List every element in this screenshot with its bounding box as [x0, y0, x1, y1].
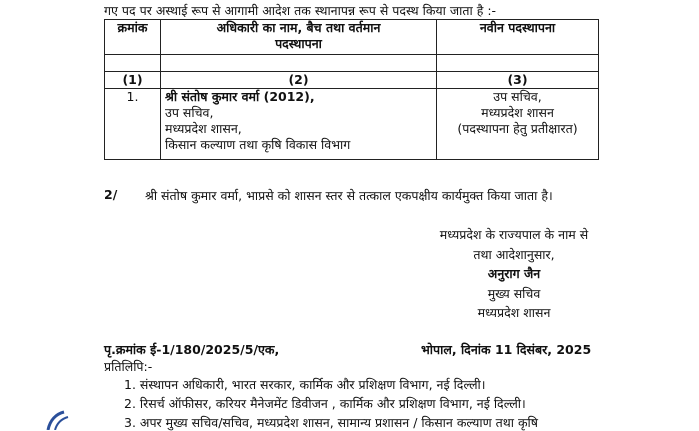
header-serial: क्रमांक	[105, 20, 161, 55]
intro-line: गए पद पर अस्थाई रूप से आगामी आदेश तक स्थानापन्न रूप से पदस्थ किया जाता है :-	[104, 3, 497, 18]
copy-to-label: प्रतिलिपि:-	[104, 359, 153, 374]
signatory-name: अनुराग जैन	[487, 266, 541, 281]
table-spacer-row	[105, 55, 599, 72]
signatory-office: मध्यप्रदेश शासन	[477, 305, 551, 320]
header-officer	[161, 20, 437, 55]
posting-table	[104, 19, 599, 160]
new-posting-line: मध्यप्रदेश शासन	[481, 105, 554, 120]
col-number-3: (3)	[437, 72, 599, 89]
header-officer-line2: पदस्थापना	[275, 36, 322, 51]
row-serial: 1.	[105, 89, 161, 160]
signature-block	[418, 225, 610, 323]
header-officer-line1: अधिकारी का नाम, बैच तथा वर्तमान	[216, 20, 381, 35]
table-number-row	[105, 72, 599, 89]
row-officer	[161, 89, 437, 160]
table-header-row	[105, 20, 599, 55]
signatory-designation: मुख्य सचिव	[487, 285, 541, 301]
col-number-1: (1)	[105, 72, 161, 89]
copy-to-item: 1. संस्थापन अधिकारी, भारत सरकार, कार्मिक और प्रशिक्षण विभाग, नई दिल्ली।	[124, 377, 486, 392]
reference-number: पृ.क्रमांक ई-1/180/2025/5/एक,	[104, 342, 280, 357]
new-posting-line: उप सचिव,	[493, 89, 542, 104]
signature-line2: तथा आदेशानुसार,	[473, 246, 555, 262]
row-new-posting	[437, 89, 599, 160]
place-date: भोपाल, दिनांक 11 दिसंबर, 2025	[421, 342, 592, 357]
signature-line1: मध्यप्रदेश के राज्यपाल के नाम से	[439, 227, 589, 242]
current-posting-line: उप सचिव,	[165, 105, 214, 120]
para2-text: श्री संतोष कुमार वर्मा, भाप्रसे को शासन स्तर से तत्काल एकपक्षीय कार्यमुक्त किया जाता है।	[145, 188, 553, 203]
col-number-2: (2)	[161, 72, 437, 89]
new-posting-line: (पदस्थापना हेतु प्रतीक्षारत)	[457, 121, 578, 136]
current-posting-line: मध्यप्रदेश शासन,	[165, 121, 242, 136]
copy-to-item: 3. अपर मुख्य सचिव/सचिव, मध्यप्रदेश शासन, सामान्य प्रशासन / किसान कल्याण तथा कृषि	[124, 415, 539, 430]
header-new-posting: नवीन पदस्थापना	[437, 20, 599, 55]
copy-to-item: 2. रिसर्च ऑफीसर, करियर मैनेजमेंट डिवीजन , कार्मिक और प्रशिक्षण विभाग, नई दिल्ली।	[124, 396, 526, 411]
officer-name: श्री संतोष कुमार वर्मा (2012),	[165, 89, 315, 104]
current-posting-line: किसान कल्याण तथा कृषि विकास विभाग	[165, 137, 351, 152]
seal-logo-icon	[0, 408, 70, 430]
para2-number: 2/	[104, 187, 118, 202]
table-row	[105, 89, 599, 160]
